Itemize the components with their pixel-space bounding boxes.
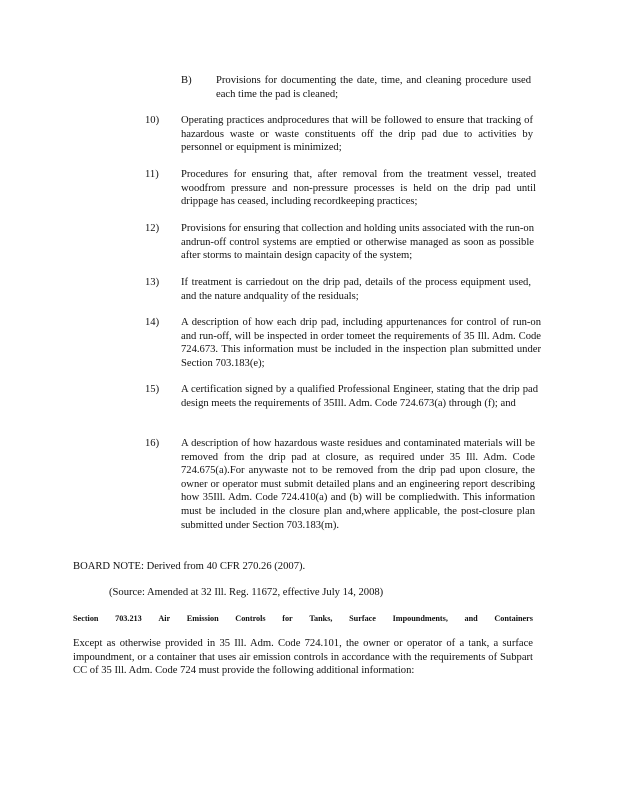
item-text: Provisions for ensuring that collection and holding units associated with the run-on andrun-off control systems are emptied or otherwise managed as soon as possible after storms to maintain design capacity of the system; <box>181 223 534 262</box>
item-text: Operating practices andprocedures that will be followed to ensure that tracking of hazardous waste or waste constituents off the drip pad due to activities by personnel or equipment is minimized; <box>181 115 533 154</box>
item-text: Procedures for ensuring that, after removal from the treatment vessel, treated woodfrom pressure and non-pressure processes is held on the drip pad until drippage has ceased, including recordkeeping practices; <box>181 169 536 208</box>
item-text: A description of how each drip pad, including appurtenances for control of run-on and run-off, will be inspected in order tomeet the requirements of 35 Ill. Adm. Code 724.673. This information must be included in the inspection plan submitted under Section 703.183(e); <box>181 317 541 369</box>
section-heading <box>73 614 533 623</box>
item-text: A description of how hazardous waste residues and contaminated materials will be removed from the drip pad at closure, as required under 35 Ill. Adm. Code 724.675(a).For anywaste not to be removed from the drip pad upon closure, the owner or operator must submit detailed plans and an engineering report describing how 35Ill. Adm. Code 724.410(a) and (b) will be compliedwith. This information must be included in the closure plan and,where applicable, the post-closure plan submitted under Section 703.183(m). <box>181 438 535 531</box>
heading-word: Containers <box>494 614 533 623</box>
item-text: A certification signed by a qualified Professional Engineer, stating that the drip pad design meets the requirements of 35Ill. Adm. Code 724.673(a) through (f); and <box>181 384 538 409</box>
item-number: 16) <box>145 438 160 449</box>
heading-word: Tanks, <box>309 614 333 623</box>
board-note: BOARD NOTE: Derived from 40 CFR 270.26 (2007). <box>73 561 306 572</box>
heading-word: and <box>464 614 478 623</box>
heading-word: Controls <box>235 614 266 623</box>
item-number: 14) <box>145 317 160 328</box>
heading-word: Section <box>73 614 99 623</box>
item-number: B) <box>181 75 192 86</box>
heading-word: Emission <box>186 614 219 623</box>
item-number: 13) <box>145 277 160 288</box>
item-text: Provisions for documenting the date, time, and cleaning procedure used each time the pad is cleaned; <box>216 75 531 100</box>
item-number: 15) <box>145 384 160 395</box>
heading-word: 703.213 <box>115 614 142 623</box>
section-body: Except as otherwise provided in 35 Ill. Adm. Code 724.101, the owner or operator of a tank, a surface impoundment, or a container that uses air emission controls in accordance with the requirements of Subpart CC of 35 Ill. Adm. Code 724 must provide the following additional information: <box>73 638 533 677</box>
heading-word: Surface <box>349 614 376 623</box>
item-number: 10) <box>145 115 160 126</box>
heading-word: Air <box>158 614 171 623</box>
heading-word: for <box>282 614 293 623</box>
source-note: (Source: Amended at 32 Ill. Reg. 11672, effective July 14, 2008) <box>109 587 384 598</box>
item-number: 12) <box>145 223 160 234</box>
item-number: 11) <box>145 169 159 180</box>
item-text: If treatment is carriedout on the drip pad, details of the process equipment used, and the nature andquality of the residuals; <box>181 277 531 302</box>
heading-word: Impoundments, <box>392 614 448 623</box>
